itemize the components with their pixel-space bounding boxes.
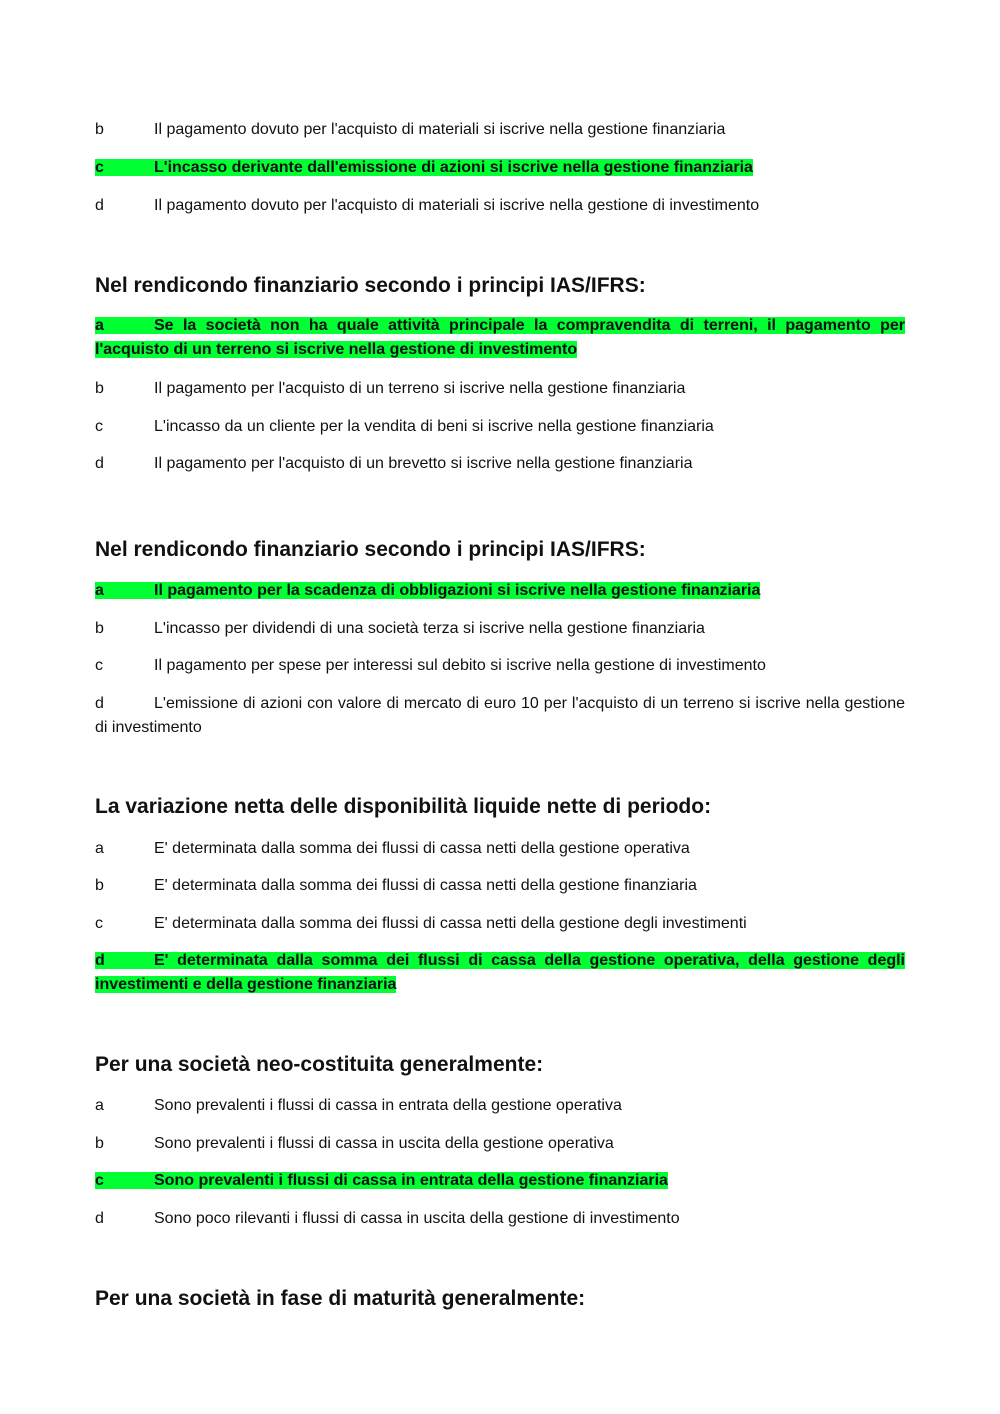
question-title: La variazione netta delle disponibilità liquide nette di periodo:	[95, 795, 712, 818]
option-b	[95, 874, 697, 898]
option-letter: b	[95, 877, 104, 894]
option-letter: d	[95, 952, 105, 969]
question-title: Nel rendicondo finanziario secondo i principi IAS/IFRS:	[95, 538, 646, 561]
option-letter: a	[95, 582, 104, 599]
option-text: Il pagamento dovuto per l'acquisto di materiali si iscrive nella gestione finanziaria	[154, 121, 726, 138]
option-b	[95, 1132, 614, 1156]
option-text: E' determinata dalla somma dei flussi di cassa netti della gestione operativa	[154, 840, 690, 857]
option-text: Se la società non ha quale attività principale la compravendita di terreni, il pagamento per l'acquisto di un terreno si iscrive nella gestione di investimento	[95, 317, 905, 358]
option-text: Il pagamento per l'acquisto di un brevetto si iscrive nella gestione finanziaria	[154, 455, 693, 472]
option-text: L'incasso per dividendi di una società terza si iscrive nella gestione finanziaria	[154, 620, 705, 637]
option-letter: a	[95, 840, 104, 857]
option-letter: b	[95, 620, 104, 637]
option-letter: b	[95, 380, 104, 397]
option-c	[95, 415, 714, 439]
option-letter: b	[95, 121, 104, 138]
option-text: L'emissione di azioni con valore di mercato di euro 10 per l'acquisto di un terreno si iscrive nella gestione di investimento	[95, 695, 905, 736]
option-letter: d	[95, 455, 104, 472]
option-text: Il pagamento per spese per interessi sul debito si iscrive nella gestione di investimento	[154, 657, 766, 674]
option-text: Il pagamento dovuto per l'acquisto di materiali si iscrive nella gestione di investimento	[154, 197, 760, 214]
option-letter: c	[95, 159, 104, 176]
option-b	[95, 617, 705, 641]
option-d	[95, 194, 759, 218]
option-text: E' determinata dalla somma dei flussi di cassa della gestione operativa, della gestione degli investimenti e della gestione finanziaria	[95, 952, 905, 993]
option-text: Sono prevalenti i flussi di cassa in entrata della gestione operativa	[154, 1097, 622, 1114]
option-a-correct	[95, 579, 760, 603]
option-c-correct	[95, 1169, 668, 1193]
option-letter: c	[95, 657, 103, 674]
option-text: L'incasso derivante dall'emissione di azioni si iscrive nella gestione finanziaria	[154, 159, 753, 176]
option-c-correct	[95, 156, 753, 180]
option-text: L'incasso da un cliente per la vendita di beni si iscrive nella gestione finanziaria	[154, 418, 714, 435]
option-text: Il pagamento per la scadenza di obbligazioni si iscrive nella gestione finanziaria	[154, 582, 761, 599]
option-a-correct	[95, 314, 905, 362]
option-text: Sono prevalenti i flussi di cassa in uscita della gestione operativa	[154, 1135, 614, 1152]
option-letter: d	[95, 695, 104, 712]
option-letter: c	[95, 1172, 104, 1189]
question-title: Per una società neo-costituita generalmente:	[95, 1053, 544, 1076]
option-c	[95, 912, 747, 936]
option-text: Il pagamento per l'acquisto di un terreno si iscrive nella gestione finanziaria	[154, 380, 686, 397]
question-title: Nel rendicondo finanziario secondo i principi IAS/IFRS:	[95, 274, 646, 297]
option-letter: a	[95, 1097, 104, 1114]
option-letter: a	[95, 317, 104, 334]
option-text: Sono poco rilevanti i flussi di cassa in uscita della gestione di investimento	[154, 1210, 680, 1227]
option-text: Sono prevalenti i flussi di cassa in entrata della gestione finanziaria	[154, 1172, 668, 1189]
option-d	[95, 692, 905, 740]
option-b	[95, 118, 725, 142]
option-c	[95, 654, 766, 678]
option-letter: c	[95, 915, 103, 932]
option-d	[95, 1207, 680, 1231]
option-a	[95, 1094, 622, 1118]
option-text: E' determinata dalla somma dei flussi di cassa netti della gestione degli investimenti	[154, 915, 747, 932]
option-d	[95, 452, 692, 476]
option-letter: b	[95, 1135, 104, 1152]
option-letter: d	[95, 197, 104, 214]
option-b	[95, 377, 685, 401]
option-d-correct	[95, 949, 905, 997]
option-letter: c	[95, 418, 103, 435]
option-a	[95, 837, 690, 861]
option-text: E' determinata dalla somma dei flussi di cassa netti della gestione finanziaria	[154, 877, 697, 894]
question-title: Per una società in fase di maturità generalmente:	[95, 1287, 586, 1310]
option-letter: d	[95, 1210, 104, 1227]
